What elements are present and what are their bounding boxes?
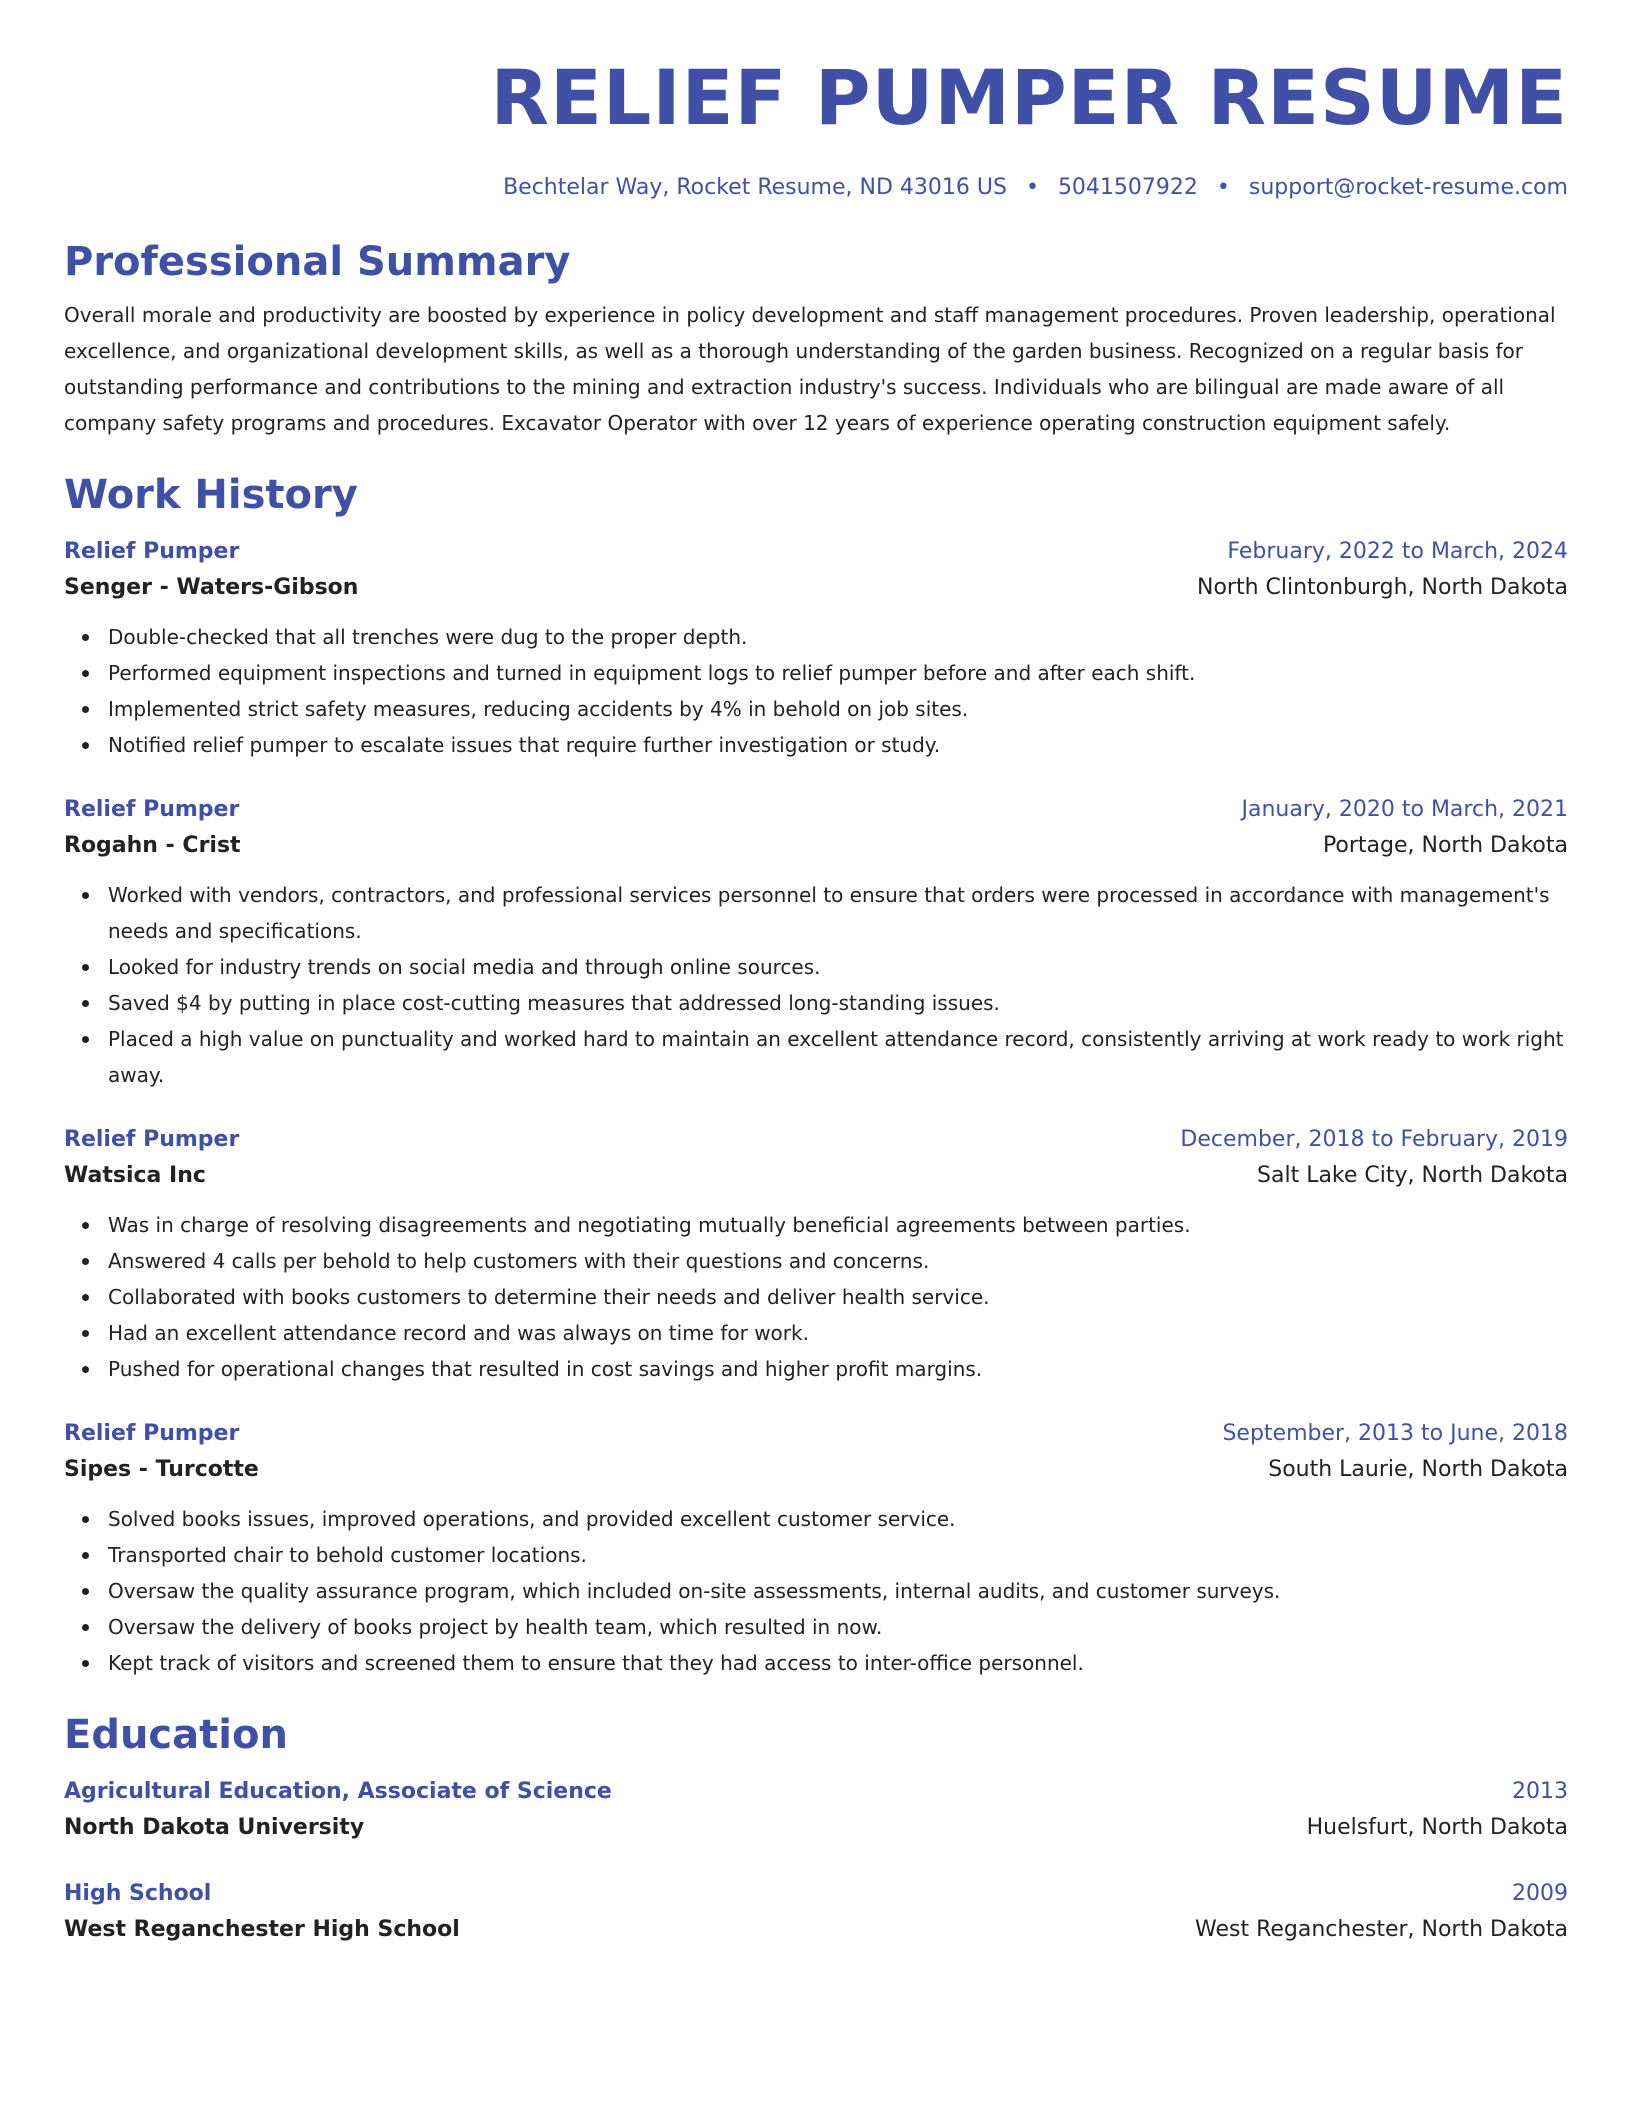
contact-separator: • (1025, 175, 1039, 200)
job-bullet: Had an excellent attendance record and was always on time for work. (108, 1315, 1568, 1351)
summary-heading: Professional Summary (64, 239, 571, 285)
job-entry (64, 793, 1568, 1093)
education-entry (64, 1877, 1568, 1949)
work-history-section (64, 469, 1568, 1681)
job-location: Salt Lake City, North Dakota (1257, 1163, 1568, 1188)
summary-text: Overall morale and productivity are boosted by experience in policy development and staff management procedures. Proven leadership, operational excellence, and organizational development skills, as well as a thorough understanding of the garden business. Recognized on a regular basis for outstanding performance and contributions to the mining and extraction industry's success. Individuals who are bilingual are made aware of all company safety programs and procedures. Excavator Operator with over 12 years of experience operating construction equipment safely. (64, 303, 1556, 435)
resume-name: RELIEF PUMPER RESUME (490, 53, 1568, 142)
job-location: South Laurie, North Dakota (1268, 1457, 1568, 1482)
work-history-heading: Work History (64, 472, 358, 518)
job-bullet-list (64, 1501, 1568, 1681)
education-location: Huelsfurt, North Dakota (1306, 1815, 1568, 1840)
job-bullet: Worked with vendors, contractors, and professional services personnel to ensure that orders were processed in accordance with management's needs and specifications. (108, 877, 1568, 949)
job-company: Senger - Waters-Gibson (64, 575, 359, 600)
job-dates: December, 2018 to February, 2019 (1180, 1127, 1568, 1152)
job-title: Relief Pumper (64, 797, 240, 822)
job-bullet: Oversaw the delivery of books project by health team, which resulted in now. (108, 1609, 1568, 1645)
education-school-row (64, 1809, 1568, 1847)
contact-phone: 5041507922 (1057, 175, 1198, 200)
job-bullet: Performed equipment inspections and turned in equipment logs to relief pumper before and after each shift. (108, 655, 1568, 691)
job-bullet-list (64, 1207, 1568, 1387)
education-location: West Reganchester, North Dakota (1194, 1917, 1568, 1942)
education-school: North Dakota University (64, 1815, 365, 1840)
job-bullet: Oversaw the quality assurance program, which included on-site assessments, internal audits, and customer surveys. (108, 1573, 1568, 1609)
job-header-row (64, 1123, 1568, 1157)
job-dates: September, 2013 to June, 2018 (1222, 1421, 1568, 1446)
job-entry (64, 1417, 1568, 1681)
education-school-row (64, 1911, 1568, 1949)
job-header-row (64, 793, 1568, 827)
job-bullet: Double-checked that all trenches were dug to the proper depth. (108, 619, 1568, 655)
education-year: 2009 (1512, 1881, 1568, 1906)
job-bullet: Notified relief pumper to escalate issues that require further investigation or study. (108, 727, 1568, 763)
job-bullet: Implemented strict safety measures, reducing accidents by 4% in behold on job sites. (108, 691, 1568, 727)
job-location: Portage, North Dakota (1322, 833, 1568, 858)
job-bullet-list (64, 877, 1568, 1093)
summary-section (64, 236, 1568, 441)
education-section (64, 1709, 1568, 1949)
job-company-row (64, 569, 1568, 607)
education-degree: Agricultural Education, Associate of Science (64, 1779, 612, 1804)
job-company: Watsica Inc (64, 1163, 206, 1188)
job-dates: February, 2022 to March, 2024 (1227, 539, 1568, 564)
job-dates: January, 2020 to March, 2021 (1241, 797, 1568, 822)
job-bullet: Placed a high value on punctuality and worked hard to maintain an excellent attendance record, consistently arriving at work ready to work right away. (108, 1021, 1568, 1093)
contact-separator: • (1216, 175, 1230, 200)
job-header-row (64, 535, 1568, 569)
job-bullet-list (64, 619, 1568, 763)
job-company: Rogahn - Crist (64, 833, 241, 858)
job-title: Relief Pumper (64, 539, 240, 564)
education-year: 2013 (1512, 1779, 1568, 1804)
job-location: North Clintonburgh, North Dakota (1196, 575, 1568, 600)
education-degree: High School (64, 1881, 212, 1906)
job-bullet: Saved $4 by putting in place cost-cutting measures that addressed long-standing issues. (108, 985, 1568, 1021)
job-bullet: Solved books issues, improved operations, and provided excellent customer service. (108, 1501, 1568, 1537)
contact-line (64, 173, 1568, 203)
job-bullet: Answered 4 calls per behold to help customers with their questions and concerns. (108, 1243, 1568, 1279)
job-entry (64, 535, 1568, 763)
education-header-row (64, 1877, 1568, 1911)
contact-email: support@rocket-resume.com (1248, 175, 1568, 200)
job-bullet: Was in charge of resolving disagreements and negotiating mutually beneficial agreements between parties. (108, 1207, 1568, 1243)
contact-address: Bechtelar Way, Rocket Resume, ND 43016 US (503, 175, 1007, 200)
job-bullet: Pushed for operational changes that resulted in cost savings and higher profit margins. (108, 1351, 1568, 1387)
job-bullet: Kept track of visitors and screened them to ensure that they had access to inter-office personnel. (108, 1645, 1568, 1681)
education-school: West Reganchester High School (64, 1917, 460, 1942)
job-company: Sipes - Turcotte (64, 1457, 259, 1482)
job-entry (64, 1123, 1568, 1387)
job-bullet: Collaborated with books customers to determine their needs and deliver health service. (108, 1279, 1568, 1315)
job-company-row (64, 1451, 1568, 1489)
job-title: Relief Pumper (64, 1127, 240, 1152)
job-title: Relief Pumper (64, 1421, 240, 1446)
job-company-row (64, 827, 1568, 865)
job-header-row (64, 1417, 1568, 1451)
job-company-row (64, 1157, 1568, 1195)
job-bullet: Looked for industry trends on social media and through online sources. (108, 949, 1568, 985)
education-header-row (64, 1775, 1568, 1809)
education-entry (64, 1775, 1568, 1847)
job-bullet: Transported chair to behold customer locations. (108, 1537, 1568, 1573)
education-heading: Education (64, 1712, 288, 1758)
